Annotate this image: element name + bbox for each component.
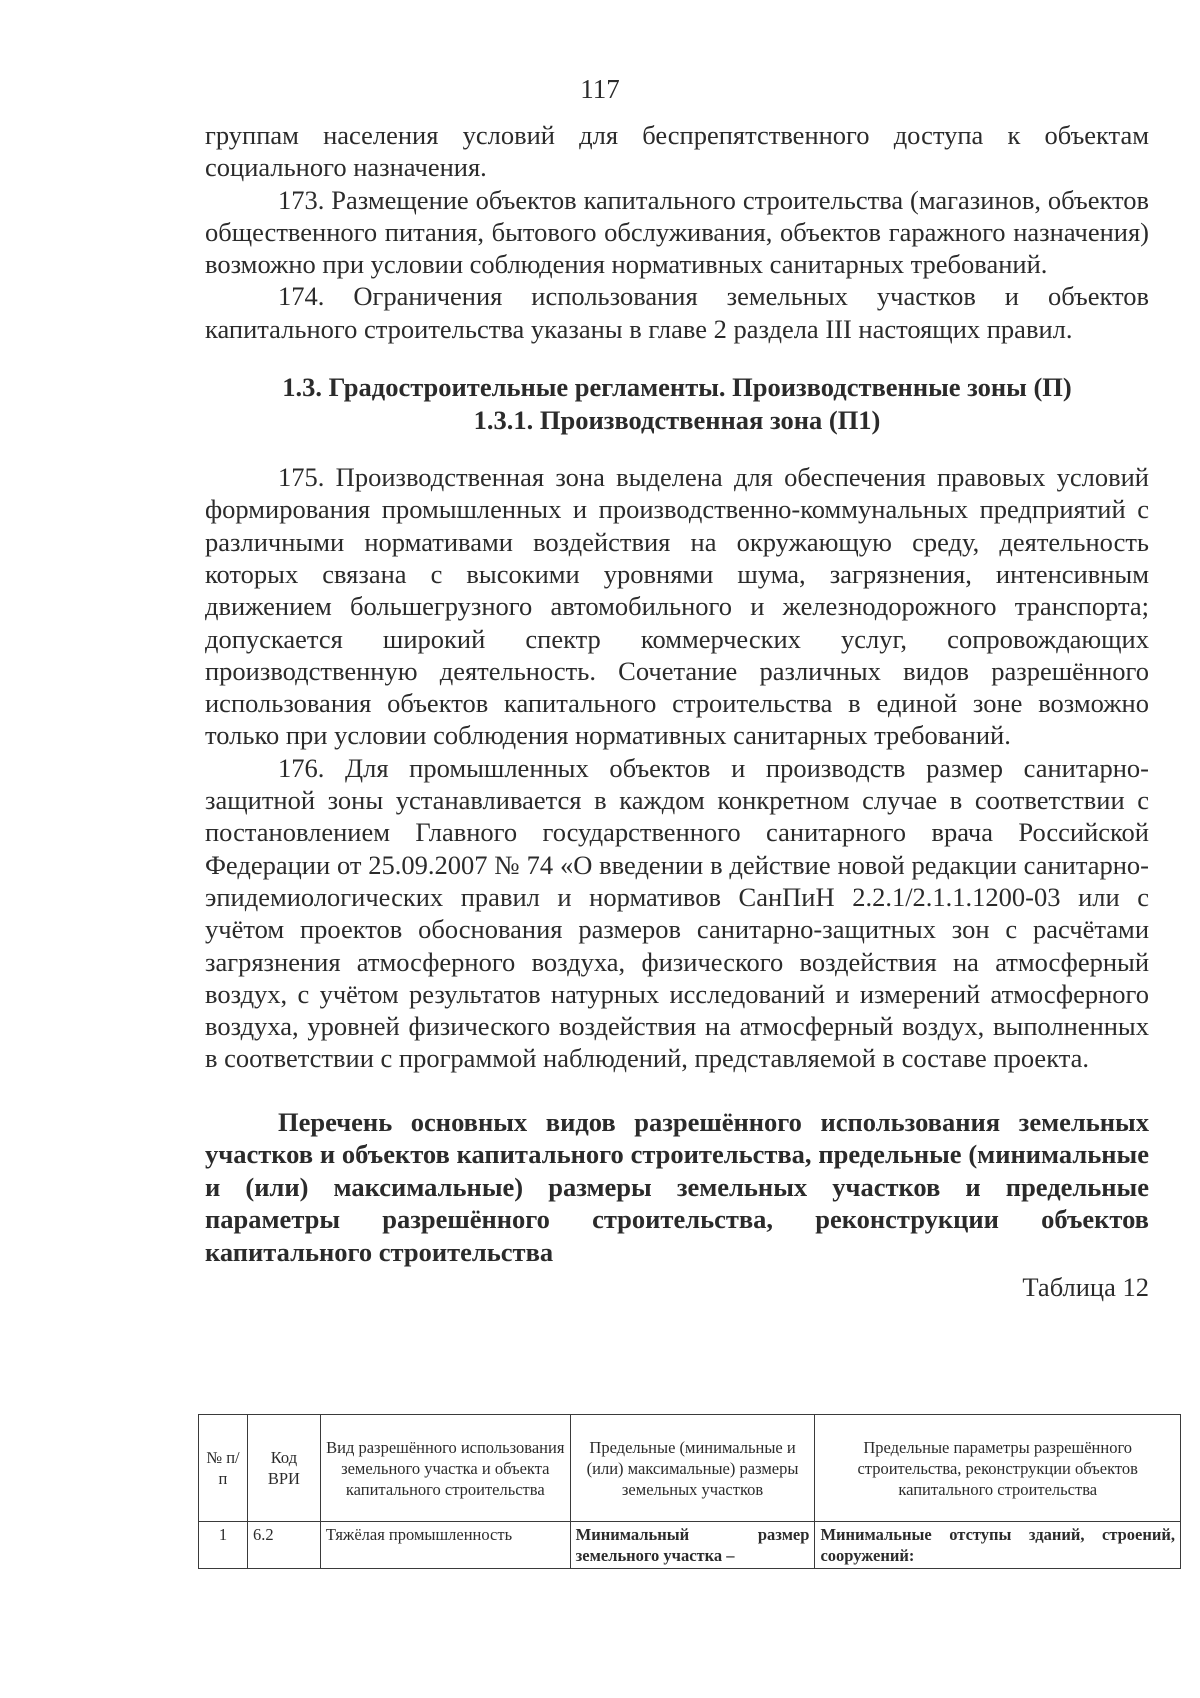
section-heading-block — [205, 371, 1149, 437]
paragraph-173: 173. Размещение объектов капитального строительства (магазинов, объектов общественного питания, бытового обслуживания, объектов гаражного назначения) возможно при условии соблюдения нормативных санитарных требований. — [205, 184, 1149, 280]
header-sizes: Предельные (минимальные и (или) максимальные) размеры земельных участков — [570, 1415, 815, 1522]
list-title: Перечень основных видов разрешённого использования земельных участков и объектов капитального строительства, предельные (минимальные и (или) максимальные) размеры земельных участков и предельные параметры разрешённого строительства, реконструкции объектов капитального строительства — [205, 1106, 1149, 1267]
header-params: Предельные параметры разрешённого строительства, реконструкции объектов капитального строительства — [815, 1415, 1181, 1522]
paragraph-continuation: группам населения условий для беспрепятственного доступа к объектам социального назначения. — [205, 120, 1149, 183]
paragraph-175: 175. Производственная зона выделена для обеспечения правовых условий формирования промышленных и производственно-коммунальных предприятий с различными нормативами воздействия на окружающую среду, деятельность которых связана с высокими уровнями шума, загрязнения, интенсивным движением большегрузного автомобильного и железнодорожного транспорта; допускается широкий спектр коммерческих услуг, сопровождающих производственную деятельность. Сочетание различных видов разрешённого использования объектов капитального строительства в единой зоне возможно только при условии соблюдения нормативных санитарных требований. — [205, 462, 1149, 751]
cell-kind: Тяжёлая промышленность — [320, 1522, 570, 1569]
header-code: Код ВРИ — [247, 1415, 320, 1522]
table-caption: Таблица 12 — [1022, 1272, 1149, 1303]
header-kind: Вид разрешённого использования земельного участка и объекта капитального строительства — [320, 1415, 570, 1522]
permitted-use-table — [198, 1414, 1181, 1569]
section-heading: 1.3. Градостроительные регламенты. Производственные зоны (П) — [282, 372, 1072, 403]
header-num: № п/п — [199, 1415, 248, 1522]
paragraph-174: 174. Ограничения использования земельных участков и объектов капитального строительства указаны в главе 2 раздела III настоящих правил. — [205, 281, 1149, 344]
cell-code: 6.2 — [247, 1522, 320, 1569]
cell-num: 1 — [199, 1522, 248, 1569]
table-header-row — [199, 1415, 1181, 1522]
subsection-heading: 1.3.1. Производственная зона (П1) — [473, 405, 881, 436]
cell-params: Минимальные отступы зданий, строений, сооружений: — [815, 1522, 1181, 1569]
document-body — [205, 119, 1149, 1304]
paragraph-176: 176. Для промышленных объектов и производств размер санитарно-защитной зоны устанавливается в каждом конкретном случае в соответствии с постановлением Главного государственного санитарного врача Российской Федерации от 25.09.2007 № 74 «О введении в действие новой редакции санитарно-эпидемиологических правил и нормативов СанПиН 2.2.1/2.1.1.1200-03 или с учётом проектов обоснования размеров санитарно-защитных зон с расчётами загрязнения атмосферного воздуха, физического воздействия на атмосферный воздух, с учётом результатов натурных исследований и измерений атмосферного воздуха, уровней физического воздействия на атмосферный воздух, выполненных в соответствии с программой наблюдений, представляемой в составе проекта. — [205, 752, 1149, 1074]
page-number: 117 — [580, 74, 620, 104]
table-row — [199, 1522, 1181, 1569]
cell-sizes: Минимальный размер земельного участка – — [570, 1522, 815, 1569]
